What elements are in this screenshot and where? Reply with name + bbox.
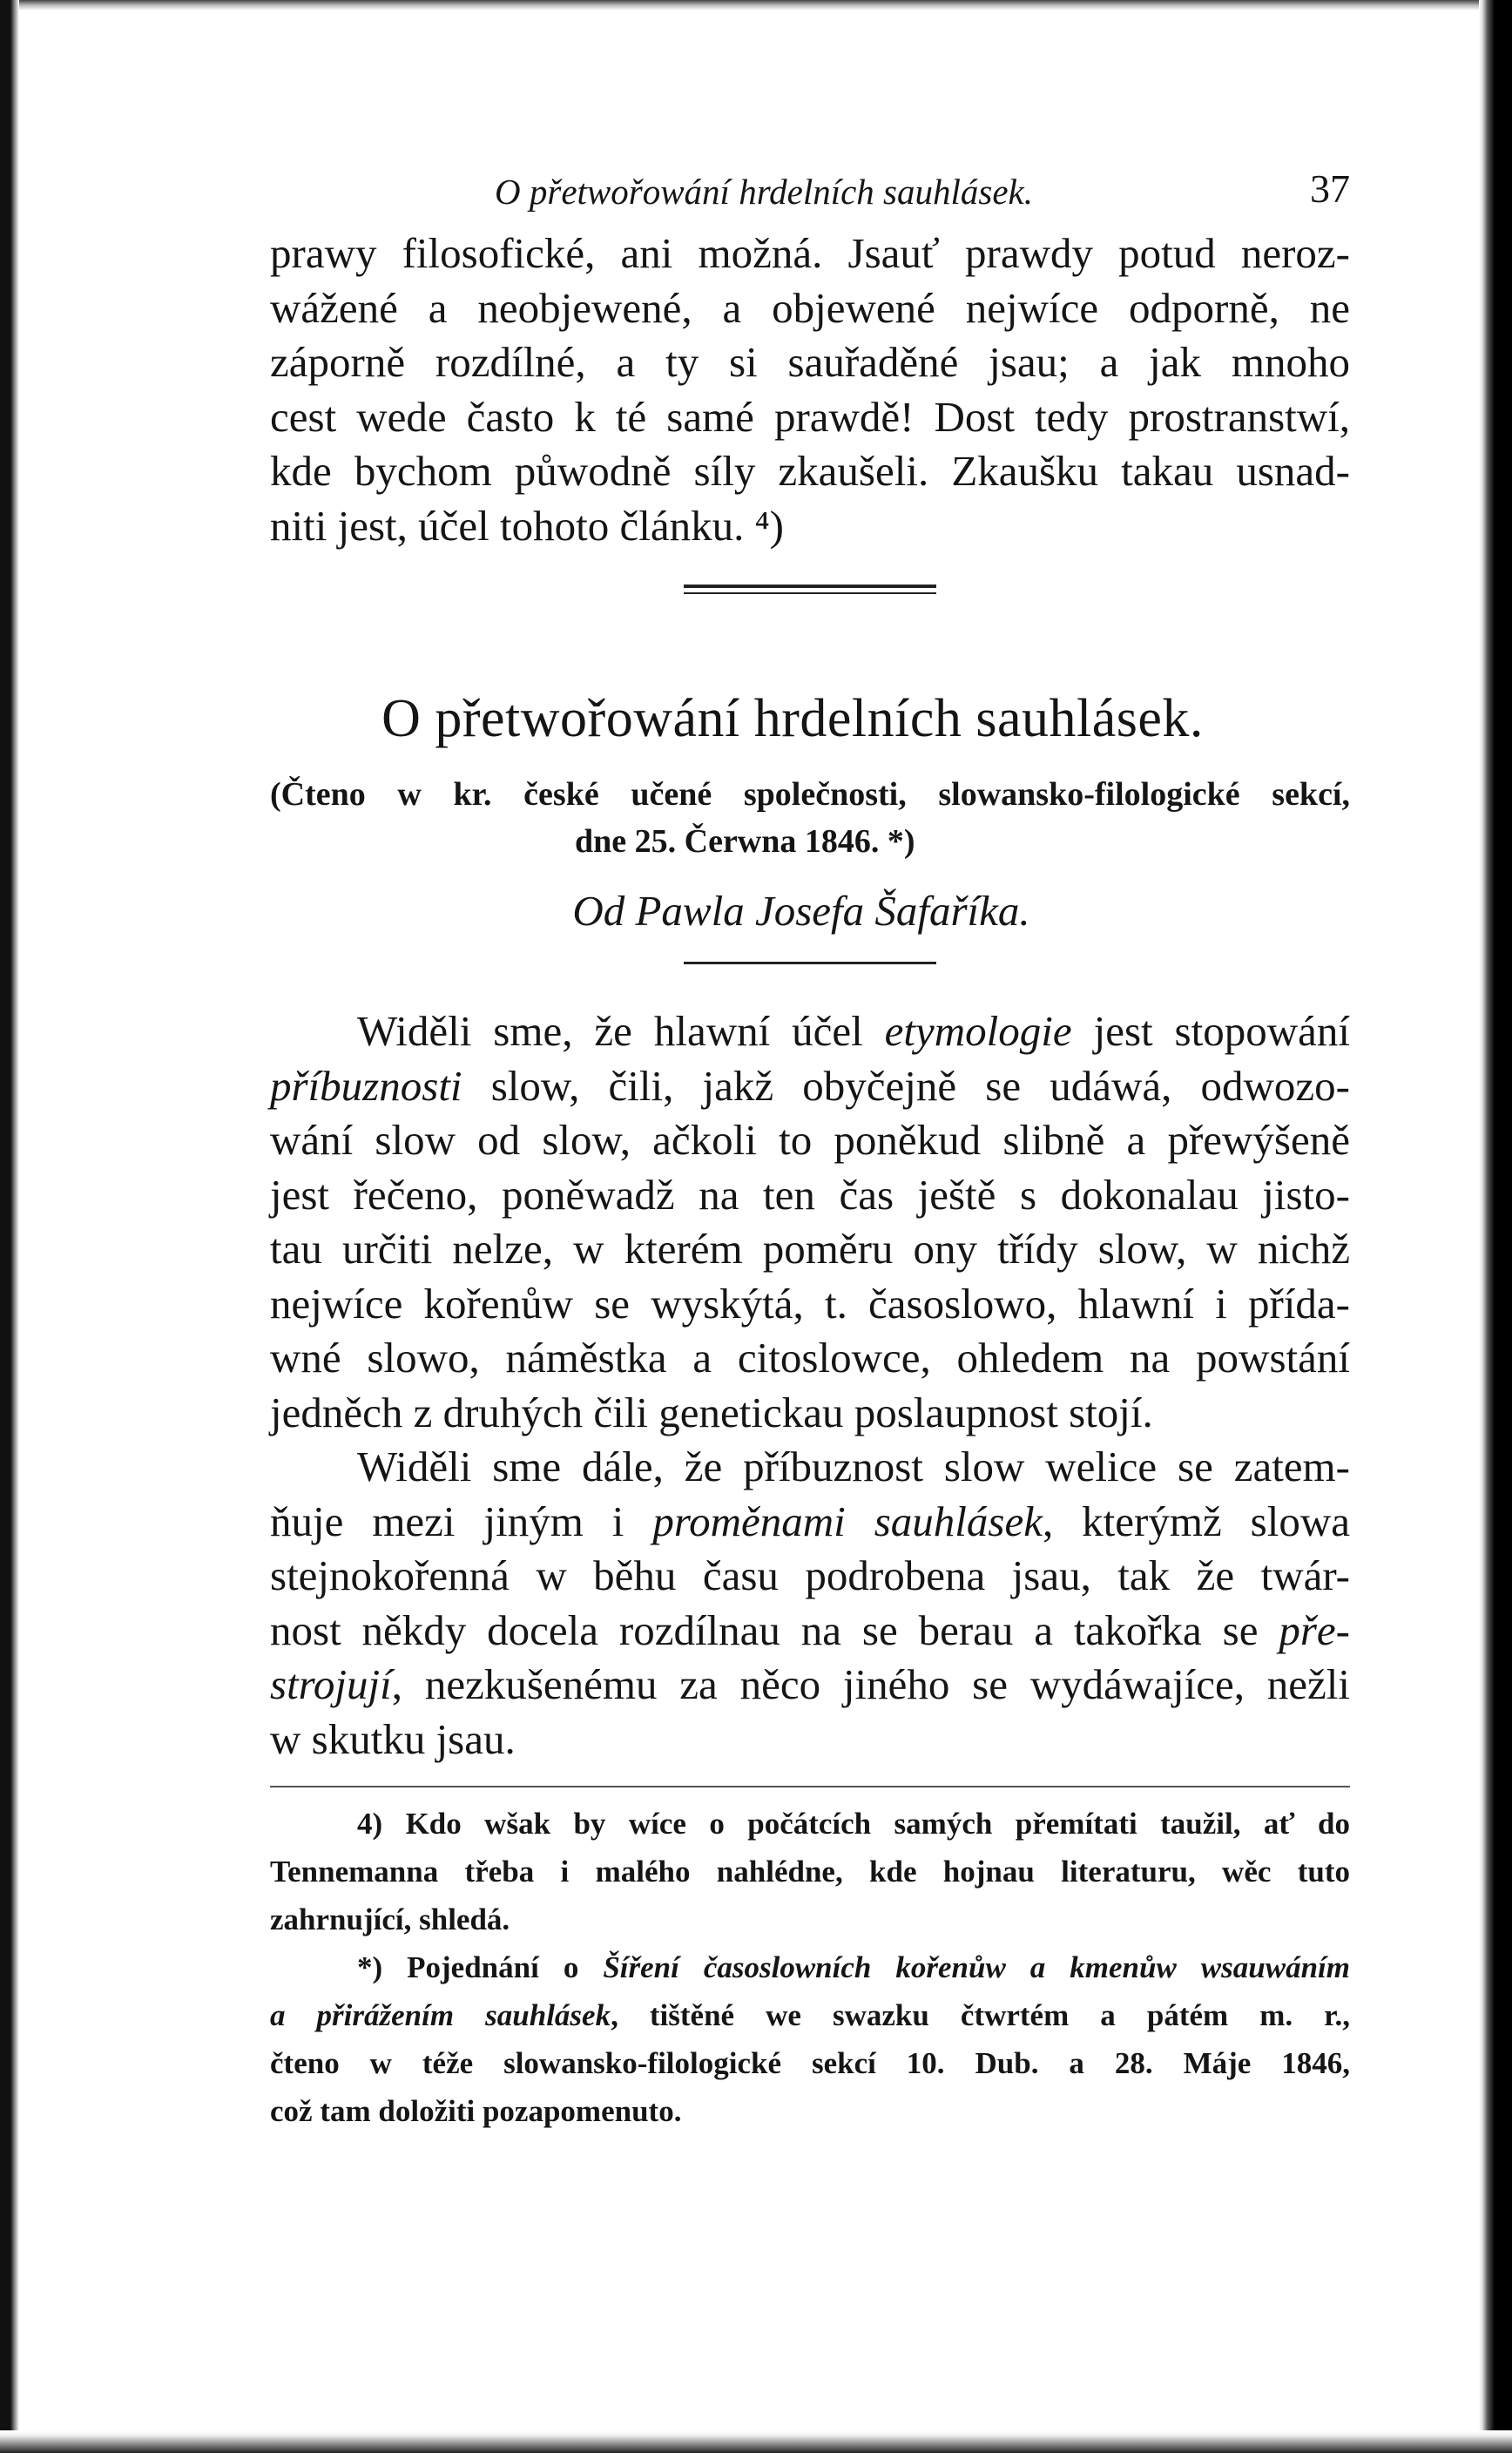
text-line — [270, 1604, 1350, 1659]
italic-term: a přirážením sauhlásek — [270, 1998, 611, 2032]
text-line: prawy filosofické, ani možná. Jsauť prawdy potud neroz- — [270, 229, 1350, 277]
italic-term: pře- — [1279, 1605, 1350, 1654]
italic-term: strojují — [270, 1660, 392, 1708]
italic-term: etymologie — [884, 1007, 1072, 1055]
text-segment: ňuje mezi jiným i — [270, 1497, 653, 1545]
read-note-line: (Čteno w kr. české učené společnosti, slowansko-filologické sekcí, — [270, 776, 1350, 813]
page-number: 37 — [1310, 166, 1350, 211]
text-line: jedněch z druhých čili genetickau poslaupnost stojí. — [270, 1388, 1153, 1436]
footnote-star — [270, 1943, 1350, 2135]
scan-edge-left — [0, 0, 19, 2453]
footnote-line: zahrnující, shledá. — [270, 1902, 510, 1936]
text-segment: nost někdy docela rozdílnau na se berau a takořka se — [270, 1605, 1279, 1654]
footnote-line: což tam doložiti pozapomenuto. — [270, 2094, 682, 2128]
text-line: nejwíce kořenůw se wyskýtá, t. časoslowo, hlawní i přída- — [270, 1279, 1350, 1328]
footnotes — [270, 1786, 1350, 2135]
text-line — [270, 1004, 1350, 1059]
footnote-line: 4) Kdo wšak by wíce o počátcích samých přemítati taužil, ať do — [357, 1807, 1350, 1841]
text-line: wné slowo, náměstka a citoslowce, ohledem na powstání — [270, 1334, 1350, 1382]
read-note-line: dne 25. Čerwna 1846. *) — [575, 823, 915, 860]
text-segment: Widěli sme, že hlawní účel — [357, 1007, 885, 1055]
section-title: O přetwořowání hrdelních sauhlásek. — [381, 689, 1204, 748]
text-line — [270, 1059, 1350, 1114]
scan-edge-top — [0, 0, 1512, 10]
italic-term: příbuznosti — [270, 1061, 462, 1110]
scan-edge-bottom — [0, 2430, 1512, 2453]
paragraph — [270, 1440, 1350, 1767]
single-rule-divider — [684, 962, 936, 964]
text-line: jest řečeno, poněwadž na ten čas ještě s dokonalau jisto- — [270, 1170, 1350, 1219]
text-line: niti jest, účel tohoto článku. ⁴) — [270, 501, 784, 550]
footnote-line: Tennemanna třeba i malého nahlédne, kde hojnau literaturu, wěc tuto — [270, 1855, 1350, 1889]
double-rule-divider — [684, 585, 936, 594]
text-segment: , kterýmž slowa — [1042, 1497, 1350, 1545]
footnote-line — [270, 1943, 1350, 1991]
intro-paragraph — [270, 226, 1350, 553]
text-line: w skutku jsau. — [270, 1714, 516, 1763]
text-line: tau určiti nelze, w kterém poměru ony třídy slow, w nichž — [270, 1225, 1350, 1273]
text-line: stejnokořenná w běhu času podrobena jsau, tak že twár- — [270, 1551, 1350, 1599]
text-line: kde bychom půwodně síly zkaušeli. Zkaušku takau usnad- — [270, 447, 1350, 495]
read-note — [270, 771, 1350, 865]
text-line: Widěli sme dále, že příbuznost slow welice se zatem- — [357, 1443, 1350, 1490]
footnote-line — [270, 1991, 1350, 2039]
text-line: záporně rozdílné, a ty si sauřaděné jsau; a jak mnoho — [270, 338, 1350, 386]
text-line — [270, 1658, 1350, 1713]
text-segment: , nezkušenému za něco jiného se wydáwajíce, nežli — [391, 1660, 1350, 1708]
book-page — [270, 166, 1350, 2135]
footnote-4 — [270, 1800, 1350, 1943]
footnote-line: čteno w téže slowansko-filologické sekcí 10. Dub. a 28. Máje 1846, — [270, 2046, 1350, 2080]
text-segment: , tištěné we swazku čtwrtém a pátém m. r., — [611, 1998, 1350, 2032]
text-line: wání slow od slow, ačkoli to poněkud slibně a přewýšeně — [270, 1116, 1350, 1164]
text-line: wážené a neobjewené, a objewené nejwíce odporně, ne — [270, 283, 1350, 332]
text-line: cest wede často k té samé prawdě! Dost tedy prostranstwí, — [270, 392, 1350, 441]
italic-term: proměnami sauhlásek — [652, 1497, 1043, 1545]
text-line — [270, 1495, 1350, 1550]
paragraph — [270, 1004, 1350, 1440]
running-head — [270, 166, 1350, 226]
text-segment: jest stopowání — [1071, 1007, 1350, 1055]
text-segment: slow, čili, jakž obyčejně se udáwá, odwozo- — [462, 1061, 1350, 1110]
running-title: O přetwořowání hrdelních sauhlásek. — [495, 172, 1034, 212]
author-byline: Od Pawla Josefa Šafaříka. — [572, 887, 1030, 935]
text-segment: *) Pojednání o — [357, 1950, 604, 1984]
scan-edge-right — [1479, 0, 1512, 2453]
italic-term: Šíření časoslowních kořenůw a kmenůw wsauwáním — [603, 1950, 1350, 1984]
